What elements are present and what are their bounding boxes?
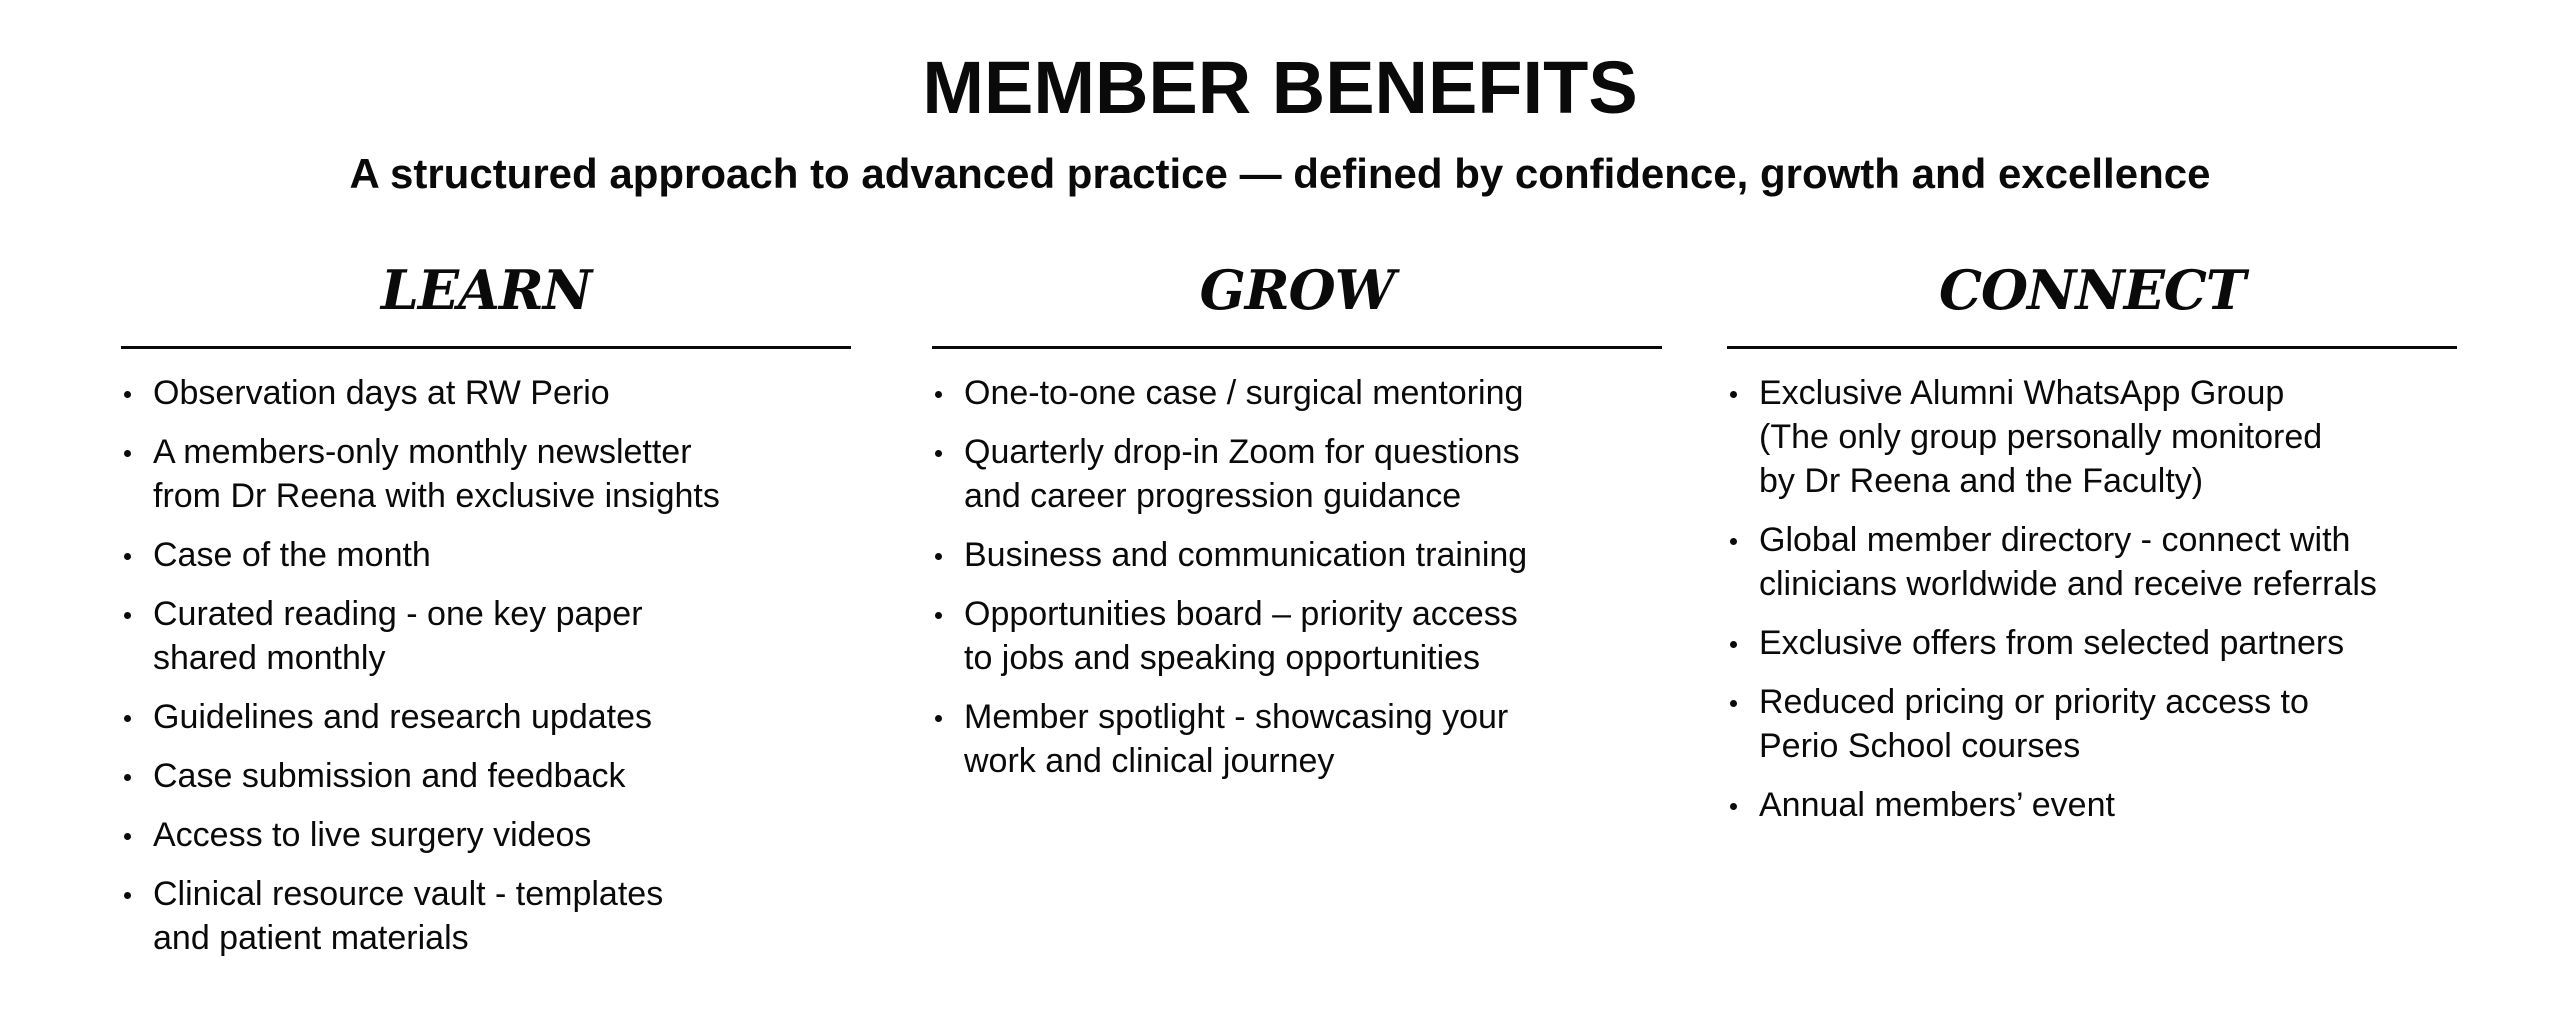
list-item-text: Annual members’ event [1759, 786, 2115, 824]
list-item-text: Exclusive offers from selected partners [1759, 624, 2345, 662]
list-item [121, 430, 851, 518]
learn-column [121, 255, 851, 975]
list-item [1727, 783, 2457, 827]
list-item-text: Case submission and feedback [153, 757, 626, 795]
list-item-text: One-to-one case / surgical mentoring [964, 374, 1524, 412]
list-item [121, 695, 851, 739]
list-item-text: Guidelines and research updates [153, 698, 652, 736]
list-item-text: and career progression guidance [964, 477, 1462, 515]
list-item-text: Access to live surgery videos [153, 816, 592, 854]
list-item-text: Member spotlight - showcasing your [964, 698, 1509, 736]
list-item [121, 592, 851, 680]
list-item [932, 371, 1662, 415]
learn-benefit-list [121, 371, 851, 960]
grow-column [932, 255, 1662, 798]
list-item [121, 872, 851, 960]
connect-column [1727, 255, 2457, 842]
list-item [932, 533, 1662, 577]
list-item-text: Quarterly drop-in Zoom for questions [964, 433, 1520, 471]
list-item-text: Observation days at RW Perio [153, 374, 610, 412]
grow-divider [932, 346, 1662, 349]
list-item [1727, 680, 2457, 768]
list-item [121, 371, 851, 415]
list-item-text: by Dr Reena and the Faculty) [1759, 462, 2204, 500]
list-item-text: Curated reading - one key paper [153, 595, 643, 633]
grow-heading: GROW [1199, 258, 1395, 322]
list-item-text: Exclusive Alumni WhatsApp Group [1759, 374, 2285, 412]
list-item [121, 813, 851, 857]
list-item-text: Reduced pricing or priority access to [1759, 683, 2309, 721]
list-item-text: Business and communication training [964, 536, 1528, 574]
list-item-text: (The only group personally monitored [1759, 418, 2323, 456]
list-item [1727, 371, 2457, 503]
connect-heading: CONNECT [1938, 258, 2246, 322]
page-subtitle: A structured approach to advanced practice — defined by confidence, growth and excellence [349, 150, 2211, 197]
page-title: MEMBER BENEFITS [922, 46, 1638, 129]
list-item-text: work and clinical journey [964, 742, 1335, 780]
list-item-text: Global member directory - connect with [1759, 521, 2351, 559]
connect-benefit-list [1727, 371, 2457, 827]
list-item [1727, 621, 2457, 665]
list-item-text: Perio School courses [1759, 727, 2081, 765]
list-item [932, 592, 1662, 680]
list-item [121, 754, 851, 798]
learn-divider [121, 346, 851, 349]
list-item-text: Case of the month [153, 536, 431, 574]
learn-heading: LEARN [380, 258, 592, 322]
list-item-text: Clinical resource vault - templates [153, 875, 664, 913]
list-item [932, 430, 1662, 518]
list-item-text: A members-only monthly newsletter [153, 433, 692, 471]
list-item [1727, 518, 2457, 606]
list-item-text: Opportunities board – priority access [964, 595, 1518, 633]
connect-divider [1727, 346, 2457, 349]
list-item [932, 695, 1662, 783]
list-item-text: shared monthly [153, 639, 386, 677]
list-item [121, 533, 851, 577]
list-item-text: clinicians worldwide and receive referrals [1759, 565, 2377, 603]
list-item-text: and patient materials [153, 919, 469, 957]
list-item-text: to jobs and speaking opportunities [964, 639, 1481, 677]
list-item-text: from Dr Reena with exclusive insights [153, 477, 720, 515]
grow-benefit-list [932, 371, 1662, 783]
